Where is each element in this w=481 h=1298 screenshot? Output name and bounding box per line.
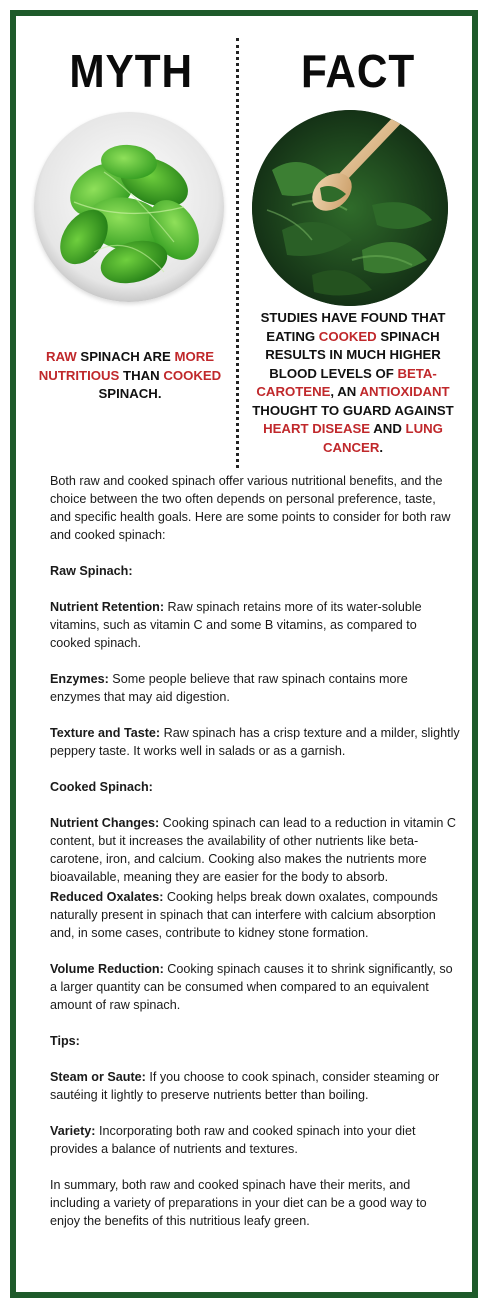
highlight-antioxidant: ANTIOXIDANT xyxy=(359,384,450,399)
infographic-frame xyxy=(10,10,478,1298)
raw-item xyxy=(50,598,460,652)
article-body xyxy=(50,472,460,1248)
highlight-heart-disease: HEART DISEASE xyxy=(263,421,371,436)
raw-item-text: Raw spinach retains more of its water-soluble vitamins, such as vitamin C and some B vitamins, as compared to cooked spinach. xyxy=(50,600,422,650)
tips-heading: Tips: xyxy=(50,1034,80,1048)
cooked-spinach-wooden-spoon-icon xyxy=(252,110,448,306)
cooked-item xyxy=(50,888,460,942)
caption-text: SPINACH. xyxy=(98,386,162,401)
myth-caption xyxy=(34,348,226,404)
caption-text: SPINACH ARE xyxy=(76,349,175,364)
raw-spinach-bowl-icon xyxy=(34,112,224,302)
highlight-beta-carotene: BETA-CAROTENE xyxy=(256,365,437,399)
caption-text: AND xyxy=(370,421,406,436)
raw-item-term: Enzymes: xyxy=(50,672,109,686)
cooked-item xyxy=(50,814,460,886)
tips-item xyxy=(50,1122,460,1158)
caption-text: THOUGHT TO GUARD AGAINST xyxy=(252,402,454,418)
caption-text: , AN xyxy=(330,384,360,399)
highlight-cooked: COOKED xyxy=(318,328,377,344)
highlight-lung-cancer: LUNG CANCER xyxy=(322,421,443,455)
raw-item-text: Raw spinach has a crisp texture and a milder, slightly peppery taste. It works well in salads or as a garnish. xyxy=(50,726,460,758)
tips-item-term: Variety: xyxy=(50,1124,96,1138)
caption-text: SPINACH RESULTS IN MUCH HIGHER BLOOD LEVELS OF xyxy=(265,328,441,381)
myth-heading: MYTH xyxy=(69,45,193,97)
tips-item-term: Steam or Saute: xyxy=(50,1070,146,1084)
cooked-spinach-image xyxy=(252,110,448,306)
tips-item-text: Incorporating both raw and cooked spinach into your diet provides a balance of nutrients and textures. xyxy=(50,1124,416,1156)
raw-item-text: Some people believe that raw spinach contains more enzymes that may aid digestion. xyxy=(50,672,408,704)
highlight-more-nutritious: MORE NUTRITIOUS xyxy=(38,349,215,383)
cooked-item-term: Reduced Oxalates: xyxy=(50,890,164,904)
highlight-raw: RAW xyxy=(45,349,77,364)
raw-spinach-image xyxy=(34,112,224,302)
cooked-item-text: Cooking spinach can lead to a reduction in vitamin C content, but it increases the availability of other nutrients like beta-carotene, iron, and calcium. Cooking also makes the nutrients more bioavailable, meaning they are easier for the body to absorb. xyxy=(50,816,456,884)
fact-heading: FACT xyxy=(300,45,416,97)
intro-paragraph: Both raw and cooked spinach offer various nutritional benefits, and the choice between the two often depends on personal preference, taste, and specific health goals. Here are some points to consider for both raw and cooked spinach: xyxy=(50,474,451,542)
fact-caption xyxy=(242,309,464,457)
caption-text: STUDIES HAVE FOUND THAT EATING xyxy=(260,310,446,344)
caption-text: . xyxy=(379,439,384,455)
caption-text: THAN xyxy=(119,367,164,383)
cooked-item-text: Cooking spinach causes it to shrink significantly, so a larger quantity can be consumed when compared to an equivalent amount of raw spinach. xyxy=(50,962,453,1012)
tips-item xyxy=(50,1068,460,1104)
highlight-cooked: COOKED xyxy=(163,367,222,383)
cooked-item-term: Nutrient Changes: xyxy=(50,816,160,830)
raw-spinach-heading: Raw Spinach: xyxy=(50,564,133,578)
cooked-spinach-heading: Cooked Spinach: xyxy=(50,780,153,794)
raw-item xyxy=(50,670,460,706)
dotted-divider xyxy=(236,38,239,468)
cooked-item-text: Cooking helps break down oxalates, compounds naturally present in spinach that can interfere with calcium absorption and, in some cases, contribute to kidney stone formation. xyxy=(50,890,438,940)
summary-paragraph: In summary, both raw and cooked spinach have their merits, and including a variety of preparations in your diet can be a good way to enjoy the benefits of this nutritious leafy green. xyxy=(50,1178,427,1228)
raw-item-term: Nutrient Retention: xyxy=(50,600,165,614)
tips-item-text: If you choose to cook spinach, consider steaming or sautéing it lightly to preserve nutrients better than boiling. xyxy=(50,1070,440,1102)
raw-item xyxy=(50,724,460,760)
cooked-item xyxy=(50,960,460,1014)
raw-item-term: Texture and Taste: xyxy=(50,726,161,740)
cooked-item-term: Volume Reduction: xyxy=(50,962,164,976)
